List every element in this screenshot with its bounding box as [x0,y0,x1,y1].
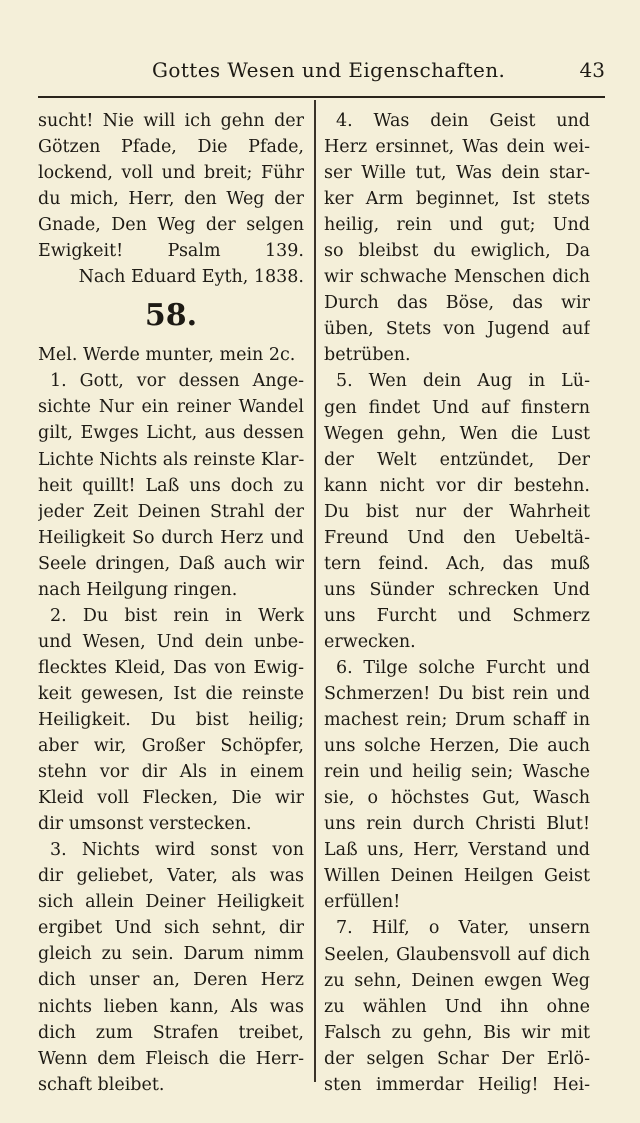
verse-start: 1. Gott, vor dessen Ange- [50,371,304,392]
text-line: Du bist nur der Wahrheit [324,501,590,522]
verse-start: 5. Wen dein Aug in Lü- [336,371,590,392]
text-line: rein und heilig sein; Wasche [324,762,590,783]
text-line: der Welt entzündet, Der [324,449,590,470]
text-line: so bleibst du ewiglich, Da [324,241,590,262]
verse-start: 3. Nichts wird sonst von [50,840,304,861]
text-line: Ewigkeit! Psalm 139. [38,241,304,262]
text-line: Laß uns, Herr, Verstand und [324,840,590,861]
text-line: heit quillt! Laß uns doch zu [38,475,304,496]
text-line: zu wählen Und ihn ohne [324,996,590,1017]
text-line: lockend, voll und breit; Führ [38,163,304,184]
text-line: gilt, Ewges Licht, aus dessen [38,423,304,444]
text-line: Seele dringen, Daß auch wir [38,553,304,574]
hymn-number: 58. [144,298,198,334]
text-line: der selgen Schar Der Erlö- [324,1048,590,1069]
text-line: und Wesen, Und dein unbe- [38,631,304,652]
text-line: Durch das Böse, das wir [324,293,590,314]
verse-start: 2. Du bist rein in Werk [50,605,304,626]
text-line: Herz ersinnet, Was dein wei- [324,137,590,158]
text-line: Götzen Pfade, Die Pfade, [38,137,304,158]
text-line: sten immerdar Heilig! Hei- [324,1074,590,1095]
text-line: Heiligkeit. Du bist heilig; [38,709,304,730]
text-line: sie, o höchstes Gut, Wasch [324,788,590,809]
text-line: Falsch zu gehn, Bis wir mit [324,1022,590,1043]
left-column [38,108,304,1098]
text-line: Heiligkeit So durch Herz und [38,527,304,548]
text-line: ergibet Und sich sehnt, dir [38,918,304,939]
running-title: Gottes Wesen und Eigenschaften. [152,58,506,82]
text-line: keit gewesen, Ist die reinste [38,683,304,704]
page-number: 43 [579,58,605,82]
text-line: dir geliebet, Vater, als was [38,866,304,887]
text-line: erfüllen! [324,892,401,913]
text-line: machest rein; Drum schaff in [324,710,590,731]
text-line: Gnade, Den Weg der selgen [38,215,304,236]
text-line: Freund Und den Uebeltä- [324,527,590,548]
text-line: uns solche Herzen, Die auch [324,736,590,757]
text-line: Wegen gehn, Wen die Lust [324,423,590,444]
column-divider [314,100,316,1082]
text-line: zu sehn, Deinen ewgen Weg [324,970,590,991]
text-line: Willen Deinen Heilgen Geist [324,866,590,887]
text-line: stehn vor dir Als in einem [38,762,304,783]
text-line: erwecken. [324,631,416,652]
text-line: du mich, Herr, den Weg der [38,189,304,210]
header-rule [38,96,605,98]
verse-start: 7. Hilf, o Vater, unsern [336,918,590,939]
text-line: uns rein durch Christi Blut! [324,814,590,835]
text-line: nichts lieben kann, Als was [38,996,304,1017]
text-line: Lichte Nichts als reinste Klar- [38,449,304,470]
page-header [40,58,605,92]
text-line: gen findet Und auf finstern [324,397,590,418]
text-line: gleich zu sein. Darum nimm [38,944,304,965]
melody-line: Mel. Werde munter, mein 2c. [38,345,296,366]
text-line: heilig, rein und gut; Und [324,215,590,236]
text-line: Schmerzen! Du bist rein und [324,684,590,705]
text-line: flecktes Kleid, Das von Ewig- [38,657,304,678]
text-line: Kleid voll Flecken, Die wir [38,788,304,809]
verse-start: 6. Tilge solche Furcht und [336,657,590,678]
text-line: tern feind. Ach, das muß [324,553,590,574]
text-line: sichte Nur ein reiner Wandel [38,397,304,418]
text-line: dich unser an, Deren Herz [38,970,304,991]
text-line: nach Heilgung ringen. [38,579,238,600]
text-line: betrüben. [324,345,411,366]
text-line: aber wir, Großer Schöpfer, [38,736,304,757]
text-line: kann nicht vor dir bestehn. [324,475,590,496]
verse-start: 4. Was dein Geist und [336,111,590,131]
text-line: Wenn dem Fleisch die Herr- [38,1048,304,1069]
right-column [324,108,590,1098]
text-line: jeder Zeit Deinen Strahl der [38,501,304,522]
author-attribution: Nach Eduard Eyth, 1838. [78,267,304,288]
text-line: Seelen, Glaubensvoll auf dich [324,944,590,965]
text-line: dich zum Strafen treibet, [38,1022,304,1043]
text-line: üben, Stets von Jugend auf [324,319,590,340]
text-line: dir umsonst verstecken. [38,814,252,835]
text-line: uns Sünder schrecken Und [324,579,590,600]
text-line: sich allein Deiner Heiligkeit [38,892,304,913]
text-line: wir schwache Menschen dich [324,267,590,288]
text-line: ker Arm beginnet, Ist stets [324,189,590,210]
text-line: sucht! Nie will ich gehn der [38,111,304,131]
text-line: ser Wille tut, Was dein star- [324,163,590,184]
text-line: uns Furcht und Schmerz [324,605,590,626]
text-line: schaft bleibet. [38,1074,165,1095]
